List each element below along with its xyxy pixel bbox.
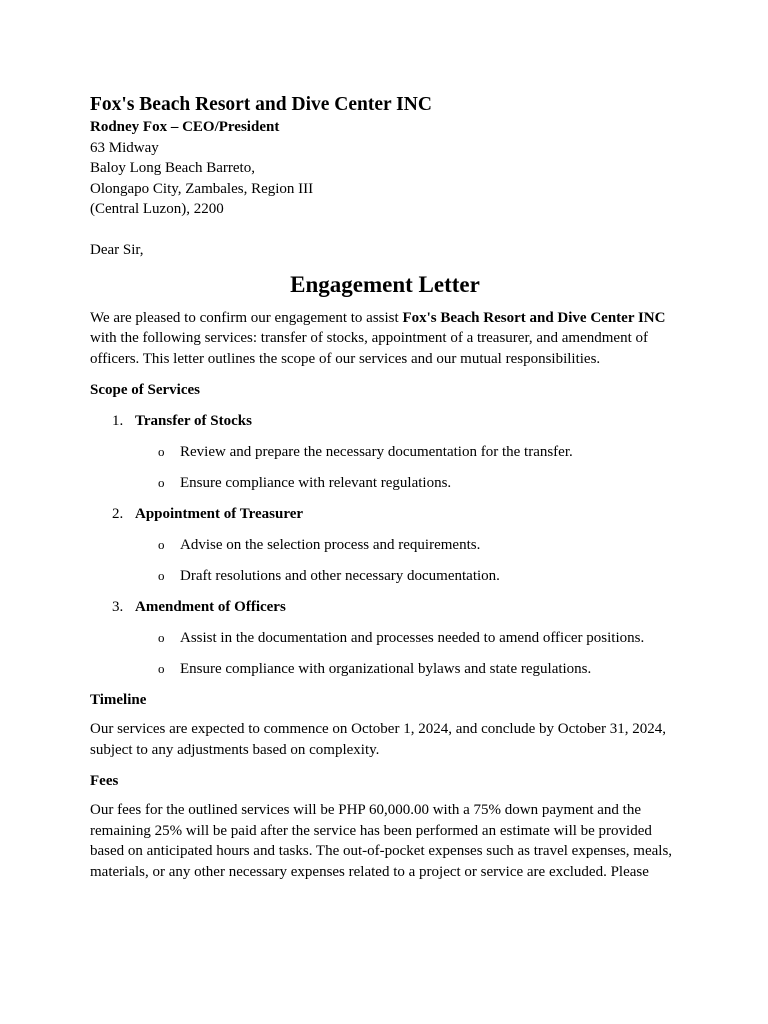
task-text: Ensure compliance with organizational bylaws and state regulations. — [180, 660, 592, 677]
service-number: 2. — [112, 505, 124, 522]
task-text: Draft resolutions and other necessary documentation. — [180, 567, 500, 584]
service-title: Appointment of Treasurer — [135, 505, 304, 522]
task-text: Review and prepare the necessary documentation for the transfer. — [180, 443, 573, 460]
service-task — [90, 659, 680, 680]
service-task — [90, 566, 680, 587]
service-item — [90, 411, 680, 494]
service-title: Transfer of Stocks — [135, 412, 252, 429]
service-task — [90, 473, 680, 494]
letter-page — [90, 93, 680, 882]
task-text: Assist in the documentation and processes needed to amend officer positions. — [180, 629, 645, 646]
service-item — [90, 597, 680, 680]
service-number: 3. — [112, 598, 124, 615]
bullet-circle-icon: o — [158, 474, 165, 490]
timeline-heading: Timeline — [90, 691, 147, 708]
intro-paragraph — [90, 308, 680, 370]
recipient-block — [90, 93, 680, 220]
bullet-circle-icon: o — [158, 629, 165, 645]
intro-text-after: with the following services: transfer of stocks, appointment of a treasurer, and amendment of officers. This letter outlines the scope of our services and our mutual responsibilities. — [90, 330, 648, 367]
fees-heading: Fees — [90, 772, 119, 789]
service-task — [90, 442, 680, 463]
recipient-company: Fox's Beach Resort and Dive Center INC — [90, 94, 432, 115]
service-number: 1. — [112, 412, 124, 429]
recipient-signatory: Rodney Fox – CEO/President — [90, 119, 280, 135]
service-task — [90, 628, 680, 649]
document-title: Engagement Letter — [290, 271, 480, 297]
bullet-circle-icon: o — [158, 660, 165, 676]
intro-text-before: We are pleased to confirm our engagement to assist — [90, 309, 403, 326]
services-list — [90, 411, 680, 680]
task-text: Ensure compliance with relevant regulations. — [180, 474, 452, 491]
service-title: Amendment of Officers — [135, 598, 286, 615]
address-line: Olongapo City, Zambales, Region III — [90, 180, 314, 197]
address-line: 63 Midway — [90, 139, 159, 156]
service-item — [90, 504, 680, 587]
timeline-paragraph: Our services are expected to commence on October 1, 2024, and conclude by October 31, 2024, subject to any adjustments based on complexity. — [90, 721, 667, 758]
address-line: Baloy Long Beach Barreto, — [90, 160, 255, 176]
bullet-circle-icon: o — [158, 443, 165, 459]
bullet-circle-icon: o — [158, 567, 165, 583]
address-line: (Central Luzon), 2200 — [90, 201, 224, 217]
bullet-circle-icon: o — [158, 536, 165, 552]
intro-company-name: Fox's Beach Resort and Dive Center INC — [402, 309, 666, 326]
service-task — [90, 535, 680, 556]
fees-paragraph: Our fees for the outlined services will be PHP 60,000.00 with a 75% down payment and the remaining 25% will be paid after the service has been performed an estimate will be provided based on anticipated hours and tasks. The out-of-pocket expenses such as travel expenses, meals, materials, or any other necessary expenses related to a project or service are excluded. Please — [90, 802, 673, 880]
salutation: Dear Sir, — [90, 242, 144, 258]
task-text: Advise on the selection process and requirements. — [180, 536, 481, 553]
scope-heading: Scope of Services — [90, 381, 200, 398]
